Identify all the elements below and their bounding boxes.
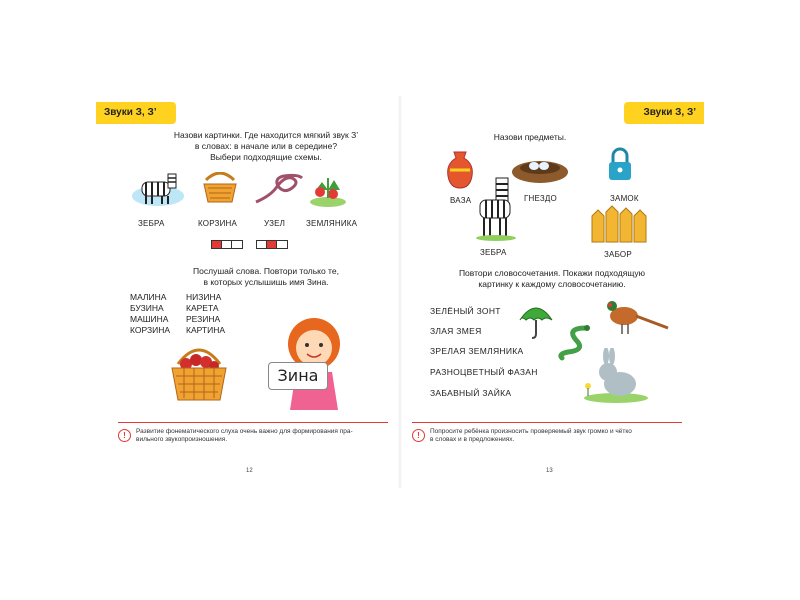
picture-label: ЗЕБРА: [138, 219, 165, 228]
berry-basket-picture: [166, 342, 232, 404]
word-item: НИЗИНА: [186, 292, 222, 302]
zebra-picture: [132, 170, 184, 208]
object-label: ГНЕЗДО: [524, 194, 557, 203]
exclamation-icon: !: [118, 429, 131, 442]
phrase-item: ЗЛАЯ ЗМЕЯ: [430, 326, 482, 336]
basket-picture: [200, 172, 240, 206]
page-number: 12: [246, 468, 253, 474]
fence-picture: [590, 204, 650, 244]
word-item: РЕЗИНА: [186, 314, 221, 324]
instruction-line: Выбери подходящие схемы.: [210, 152, 322, 162]
instruction-line: Повтори словосочетания. Покажи подходящую: [458, 268, 646, 278]
word-item: КАРЕТА: [186, 303, 219, 313]
parent-note: Попросите ребёнка произносить проверяемый звук громко и чётко в словах и в предложениях.: [430, 428, 632, 443]
pheasant-picture: [600, 292, 670, 336]
note-divider: [118, 422, 388, 423]
object-label: ЗАМОК: [610, 194, 639, 203]
word-item: МАШИНА: [130, 314, 169, 324]
word-item: БУЗИНА: [130, 303, 164, 313]
section-badge: Звуки З, З’: [624, 102, 704, 124]
phrase-item: ЗАБАВНЫЙ ЗАЙКА: [430, 388, 512, 398]
picture-label: ЗЕМЛЯНИКА: [306, 219, 358, 228]
sound-scheme-start[interactable]: [211, 240, 243, 249]
object-label: ЗАБОР: [604, 250, 632, 259]
left-page: [96, 96, 400, 488]
instruction-line: в которых услышишь имя Зина.: [203, 277, 329, 287]
instruction-line: в словах: в начале или в середине?: [194, 141, 338, 151]
note-divider: [412, 422, 682, 423]
word-item: КОРЗИНА: [130, 325, 171, 335]
umbrella-picture: [516, 300, 556, 340]
word-item: КАРТИНА: [186, 325, 226, 335]
object-label: ВАЗА: [450, 196, 472, 205]
section-badge: Звуки З, З’: [96, 102, 176, 124]
phrase-item: РАЗНОЦВЕТНЫЙ ФАЗАН: [430, 367, 538, 377]
padlock-picture: [606, 146, 634, 182]
instruction-line: Послушай слова. Повтори только те,: [193, 266, 339, 276]
sound-scheme-middle[interactable]: [256, 240, 288, 249]
right-page: [400, 96, 704, 488]
word-item: МАЛИНА: [130, 292, 167, 302]
phrase-item: ЗРЕЛАЯ ЗЕМЛЯНИКА: [430, 346, 524, 356]
instruction-line: Назови картинки. Где находится мягкий звук З’: [173, 130, 359, 140]
parent-note: Развитие фонематического слуха очень важно для формирования пра- вильного звукопроизношения.: [136, 428, 353, 443]
object-label: ЗЕБРА: [480, 248, 507, 257]
picture-label: КОРЗИНА: [198, 219, 238, 228]
instruction-line: картинку к каждому словосочетанию.: [478, 279, 626, 289]
vase-picture: [444, 150, 476, 190]
phrase-item: ЗЕЛЁНЫЙ ЗОНТ: [430, 306, 501, 316]
bunny-picture: [580, 348, 650, 404]
picture-label: УЗЕЛ: [264, 219, 286, 228]
zebra-picture: [474, 176, 524, 242]
page-number: 13: [546, 468, 553, 474]
instruction-line: Назови предметы.: [493, 132, 567, 142]
book-spread: [96, 96, 704, 488]
exclamation-icon: !: [412, 429, 425, 442]
strawberry-picture: [306, 172, 350, 208]
name-card: Зина: [268, 362, 328, 390]
knot-picture: [254, 172, 304, 206]
